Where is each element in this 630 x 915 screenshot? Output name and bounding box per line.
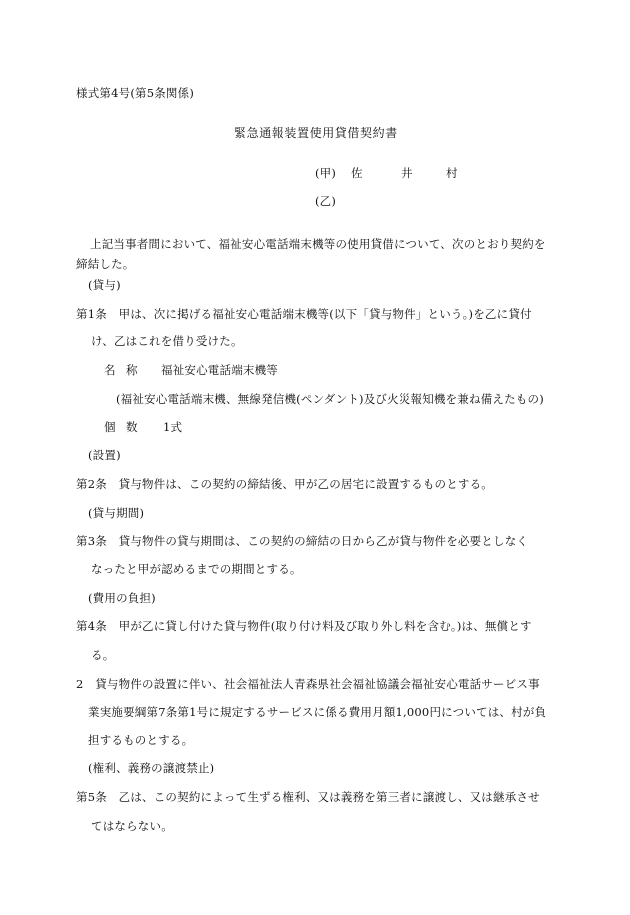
document-title: 緊急通報装置使用貸借契約書: [234, 126, 398, 140]
article-1-line-2: け、乙はこれを借り受けた。: [91, 334, 243, 348]
party-ko: [315, 165, 458, 181]
article-2-line-1: 第2条 貸与物件は、この契約の締結後、甲が乙の居宅に設置するものとする。: [76, 477, 494, 491]
article-1-line-1: 第1条 甲は、次に掲げる福祉安心電話端末機等(以下「貸与物件」という。)を乙に貸付: [76, 307, 532, 321]
article-4-para-2-line-1: 2 貸与物件の設置に伴い、社会福祉法人青森県社会福祉協議会福祉安心電話サービス事: [76, 677, 540, 691]
article-5-line-2: てはならない。: [91, 819, 173, 833]
party-ko-name-char-3: 村: [446, 166, 458, 180]
party-ko-label: (甲): [315, 166, 337, 180]
article-3-line-1: 第3条 貸与物件の貸与期間は、この契約の締結の日から乙が貸与物件を必要としなく: [76, 534, 529, 548]
item-name-label-1: 名: [104, 363, 116, 377]
article-1-heading: (貸与): [88, 278, 121, 292]
article-5-line-1: 第5条 乙は、この契約によって生ずる権利、又は義務を第三者に譲渡し、又は継承させ: [76, 790, 540, 804]
form-number: 様式第4号(第5条関係): [76, 86, 195, 100]
article-2-heading: (設置): [88, 448, 121, 462]
article-3-line-2: なったと甲が認めるまでの期間とする。: [91, 562, 302, 576]
article-3-heading: (貸与期間): [88, 506, 145, 520]
item-count-label-1: 個: [104, 420, 116, 434]
article-4-line-1: 第4条 甲が乙に貸し付けた貸与物件(取り付け料及び取り外し料を含む。)は、無償とす: [76, 619, 532, 633]
article-5-heading: (権利、義務の譲渡禁止): [88, 761, 215, 775]
party-ko-name-char-2: 井: [401, 166, 413, 180]
item-name-value: 福祉安心電話端末機等: [161, 363, 278, 377]
article-4-line-2: る。: [91, 648, 115, 662]
preamble-line-1: 上記当事者間において、福祉安心電話端末機等の使用貸借について、次のとおり契約を: [90, 237, 546, 251]
party-ko-name-char-1: 佐: [351, 166, 363, 180]
item-name-label-2: 称: [126, 363, 138, 377]
article-4-para-2-line-3: 担するものとする。: [88, 733, 194, 747]
article-4-para-2-line-2: 業実施要綱第7条第1号に規定するサービスに係る費用月額1,000円については、村が負: [88, 705, 547, 719]
item-name-detail: (福祉安心電話端末機、無線発信機(ペンダント)及び火災報知機を兼ね備えたもの): [116, 392, 544, 406]
article-4-heading: (費用の負担): [88, 591, 156, 605]
party-otsu-label: (乙): [315, 194, 337, 208]
preamble-line-2: 締結した。: [76, 257, 135, 271]
item-count-label-2: 数: [126, 420, 138, 434]
item-count-value: 1式: [163, 420, 183, 434]
